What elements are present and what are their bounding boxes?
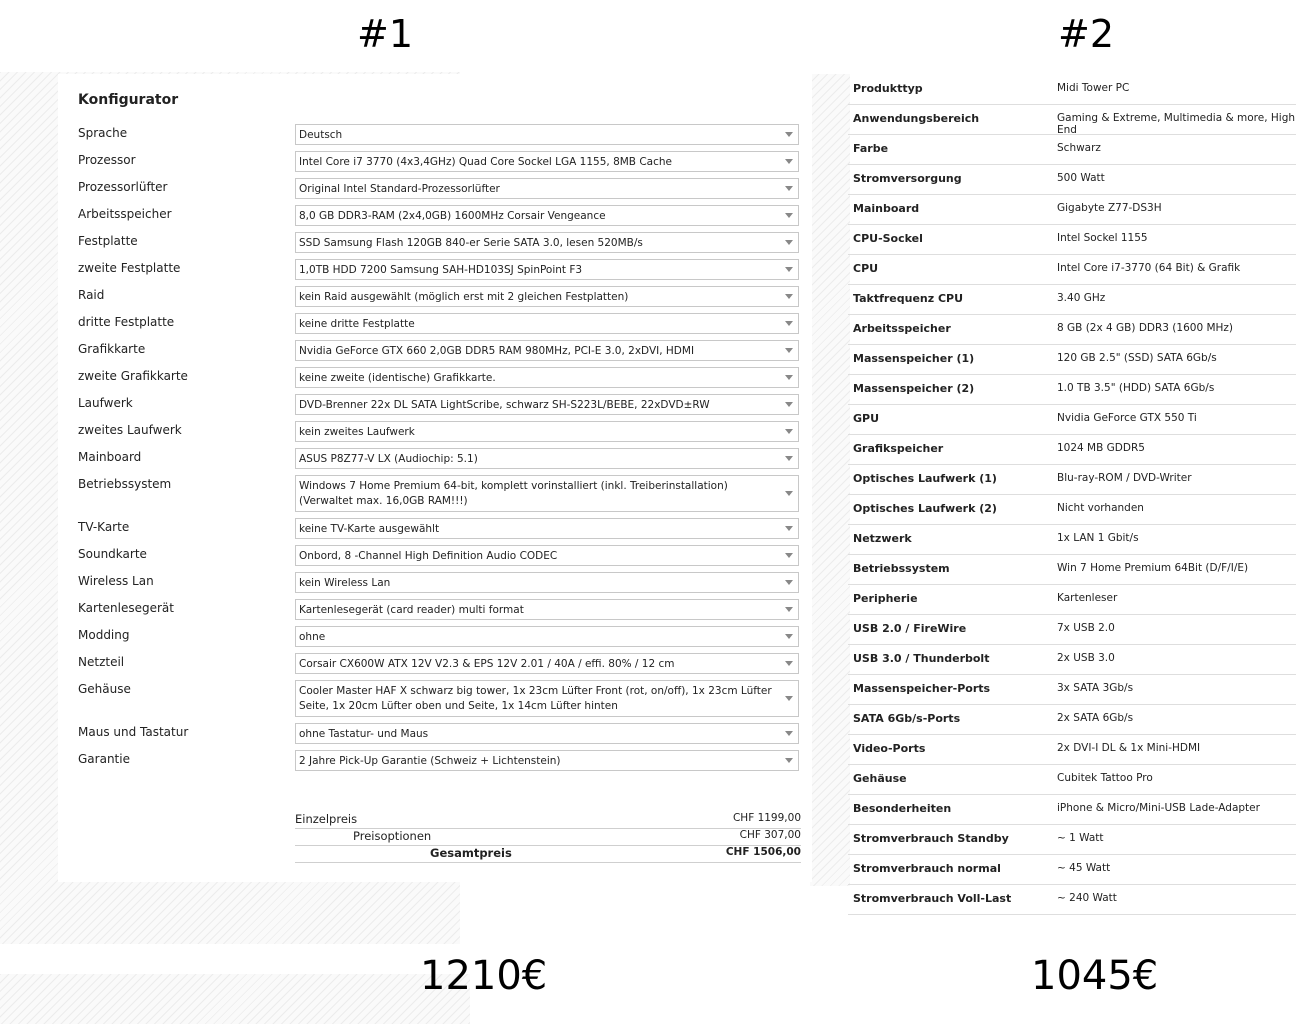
spec-value: 7x USB 2.0: [1057, 622, 1115, 634]
chevron-down-icon[interactable]: [785, 661, 793, 666]
spec-value: 2x DVI-I DL & 1x Mini-HDMI: [1057, 742, 1201, 754]
chevron-down-icon[interactable]: [785, 553, 793, 558]
config-option-select[interactable]: [295, 545, 799, 566]
config-row: [58, 232, 812, 254]
configurator-panel: [58, 74, 812, 882]
config-row: [58, 448, 812, 470]
config-option-select[interactable]: [295, 653, 799, 674]
spec-value: 2x USB 3.0: [1057, 652, 1115, 664]
spec-value: Nicht vorhanden: [1057, 502, 1144, 514]
spec-key: Massenspeicher-Ports: [853, 682, 991, 695]
config-option-select[interactable]: [295, 259, 799, 280]
spec-row: [848, 254, 1296, 285]
spec-value: Cubitek Tattoo Pro: [1057, 772, 1153, 784]
config-option-select[interactable]: [295, 475, 799, 512]
spec-value: ~ 45 Watt: [1057, 862, 1111, 874]
price-label-2: 1045€: [1031, 953, 1159, 999]
config-option-select[interactable]: [295, 448, 799, 469]
chevron-down-icon[interactable]: [785, 375, 793, 380]
config-option-select[interactable]: [295, 394, 799, 415]
config-row-label: Festplatte: [78, 234, 138, 248]
spec-value: ~ 240 Watt: [1057, 892, 1117, 904]
preisoptionen-value: CHF 307,00: [739, 829, 801, 841]
spec-key: CPU-Sockel: [853, 232, 923, 245]
config-option-value: ohne Tastatur- und Maus: [299, 728, 429, 740]
config-option-value: Intel Core i7 3770 (4x3,4GHz) Quad Core Sockel LGA 1155, 8MB Cache: [299, 156, 673, 168]
config-option-select[interactable]: [295, 680, 799, 717]
spec-row: [848, 674, 1296, 705]
config-row: [58, 259, 812, 281]
config-row: [58, 750, 812, 772]
spec-row: [848, 704, 1296, 735]
config-option-select[interactable]: [295, 750, 799, 771]
config-row: [58, 313, 812, 335]
config-option-value: DVD-Brenner 22x DL SATA LightScribe, schwarz SH-S223L/BEBE, 22xDVD±RW: [299, 399, 710, 411]
spec-value: 2x SATA 6Gb/s: [1057, 712, 1134, 724]
config-row-label: Wireless Lan: [78, 574, 154, 588]
spec-key: Stromverbrauch Voll-Last: [853, 892, 1012, 905]
spec-key: Besonderheiten: [853, 802, 952, 815]
config-option-value: kein zweites Laufwerk: [299, 426, 415, 438]
config-row: [58, 124, 812, 146]
config-option-value: kein Raid ausgewählt (möglich erst mit 2 gleichen Festplatten): [299, 291, 629, 303]
config-row: [58, 599, 812, 621]
spec-value: Gigabyte Z77-DS3H: [1057, 202, 1162, 214]
chevron-down-icon[interactable]: [785, 456, 793, 461]
spec-key: SATA 6Gb/s-Ports: [853, 712, 961, 725]
spec-row: [848, 224, 1296, 255]
spec-value: ~ 1 Watt: [1057, 832, 1104, 844]
config-option-value: Original Intel Standard-Prozessorlüfter: [299, 183, 500, 195]
config-option-value: Onbord, 8 -Channel High Definition Audio CODEC: [299, 550, 558, 562]
config-option-value: Deutsch: [299, 129, 343, 141]
config-row-label: Laufwerk: [78, 396, 133, 410]
spec-value: Intel Sockel 1155: [1057, 232, 1148, 244]
spec-key: Anwendungsbereich: [853, 112, 980, 125]
config-option-select[interactable]: [295, 599, 799, 620]
spec-row: [848, 284, 1296, 315]
preisoptionen-label: Preisoptionen: [353, 829, 432, 843]
config-option-select[interactable]: [295, 572, 799, 593]
spec-value: Kartenleser: [1057, 592, 1118, 604]
config-row: [58, 572, 812, 594]
hatch-background-mid: [810, 74, 850, 886]
config-row-label: zweite Festplatte: [78, 261, 181, 275]
chevron-down-icon[interactable]: [785, 607, 793, 612]
spec-value: 1024 MB GDDR5: [1057, 442, 1145, 454]
config-option-select[interactable]: [295, 367, 799, 388]
config-row: [58, 286, 812, 308]
config-row-label: Prozessor: [78, 153, 136, 167]
spec-row: [848, 794, 1296, 825]
spec-value: 1x LAN 1 Gbit/s: [1057, 532, 1139, 544]
spec-row: [848, 584, 1296, 615]
spec-value: Schwarz: [1057, 142, 1101, 154]
spec-value: Gaming & Extreme, Multimedia & more, High End: [1057, 112, 1296, 136]
config-option-value: ASUS P8Z77-V LX (Audiochip: 5.1): [299, 453, 478, 465]
chevron-down-icon[interactable]: [785, 634, 793, 639]
config-option-select[interactable]: [295, 178, 799, 199]
spec-row: [848, 434, 1296, 465]
config-row: [58, 340, 812, 362]
spec-value: 120 GB 2.5" (SSD) SATA 6Gb/s: [1057, 352, 1217, 364]
spec-key: Stromverbrauch Standby: [853, 832, 1009, 845]
spec-key: Massenspeicher (1): [853, 352, 975, 365]
spec-row: [848, 314, 1296, 345]
spec-row: [848, 104, 1296, 135]
config-option-select[interactable]: [295, 723, 799, 744]
config-row-label: Grafikkarte: [78, 342, 146, 356]
config-row: [58, 545, 812, 567]
config-row-label: Kartenlesegerät: [78, 601, 174, 615]
config-row: [58, 518, 812, 540]
spec-key: Arbeitsspeicher: [853, 322, 951, 335]
config-row-label: Netzteil: [78, 655, 125, 669]
chevron-down-icon[interactable]: [785, 580, 793, 585]
spec-key: Produkttyp: [853, 82, 923, 95]
spec-value: Blu-ray-ROM / DVD-Writer: [1057, 472, 1192, 484]
einzelpreis-value: CHF 1199,00: [732, 812, 801, 824]
config-option-select[interactable]: [295, 518, 799, 539]
chevron-down-icon[interactable]: [785, 159, 793, 164]
config-option-value: Kartenlesegerät (card reader) multi format: [299, 604, 524, 616]
config-row: [58, 421, 812, 443]
config-row-label: Raid: [78, 288, 105, 302]
chevron-down-icon[interactable]: [785, 294, 793, 299]
spec-key: USB 2.0 / FireWire: [853, 622, 967, 635]
config-row: [58, 151, 812, 173]
chevron-down-icon[interactable]: [785, 321, 793, 326]
spec-row: [848, 344, 1296, 375]
spec-row: [848, 494, 1296, 525]
config-row-label: Arbeitsspeicher: [78, 207, 172, 221]
chevron-down-icon[interactable]: [785, 758, 793, 763]
config-option-value: ohne: [299, 631, 326, 643]
spec-row: [848, 164, 1296, 195]
gesamtpreis-value: CHF 1506,00: [725, 846, 801, 858]
config-row-label: Garantie: [78, 752, 130, 766]
config-row: [58, 626, 812, 648]
config-row: [58, 723, 812, 745]
config-row-label: Gehäuse: [78, 682, 131, 696]
chevron-down-icon[interactable]: [785, 696, 793, 701]
summary-row-einzelpreis: [295, 812, 801, 829]
spec-key: Peripherie: [853, 592, 918, 605]
config-row-label: zweite Grafikkarte: [78, 369, 188, 383]
config-row-label: Maus und Tastatur: [78, 725, 189, 739]
spec-key: Grafikspeicher: [853, 442, 944, 455]
summary-row-preisoptionen: [295, 829, 801, 846]
config-row: [58, 394, 812, 416]
spec-row: [848, 854, 1296, 885]
spec-value: 3x SATA 3Gb/s: [1057, 682, 1134, 694]
config-option-value: Nvidia GeForce GTX 660 2,0GB DDR5 RAM 980MHz, PCI-E 3.0, 2xDVI, HDMI: [299, 345, 695, 357]
spec-value: Win 7 Home Premium 64Bit (D/F/I/E): [1057, 562, 1249, 574]
config-row: [58, 475, 812, 513]
config-row-label: Modding: [78, 628, 130, 642]
spec-row: [848, 74, 1296, 105]
spec-row: [848, 764, 1296, 795]
spec-key: Massenspeicher (2): [853, 382, 975, 395]
config-row: [58, 178, 812, 200]
spec-row: [848, 194, 1296, 225]
config-option-select[interactable]: [295, 232, 799, 253]
config-option-value: 8,0 GB DDR3-RAM (2x4,0GB) 1600MHz Corsair Vengeance: [299, 210, 606, 222]
config-row-label: dritte Festplatte: [78, 315, 175, 329]
config-row-label: Sprache: [78, 126, 128, 140]
config-option-value: kein Wireless Lan: [299, 577, 391, 589]
spec-row: [848, 554, 1296, 585]
config-option-value: SSD Samsung Flash 120GB 840-er Serie SATA 3.0, lesen 520MB/s: [299, 237, 643, 249]
configurator-title: Konfigurator: [78, 92, 179, 108]
spec-key: Stromversorgung: [853, 172, 962, 185]
chevron-down-icon[interactable]: [785, 526, 793, 531]
spec-key: Netzwerk: [853, 532, 912, 545]
spec-value: 1.0 TB 3.5" (HDD) SATA 6Gb/s: [1057, 382, 1215, 394]
chevron-down-icon[interactable]: [785, 186, 793, 191]
config-option-value: keine TV-Karte ausgewählt: [299, 523, 440, 535]
spec-value: 500 Watt: [1057, 172, 1105, 184]
config-option-value: Corsair CX600W ATX 12V V2.3 & EPS 12V 2.01 / 40A / effi. 80% / 12 cm: [299, 658, 675, 670]
chevron-down-icon[interactable]: [785, 491, 793, 496]
spec-key: Stromverbrauch normal: [853, 862, 1001, 875]
spec-row: [848, 464, 1296, 495]
config-row: [58, 205, 812, 227]
spec-value: 3.40 GHz: [1057, 292, 1106, 304]
summary-row-gesamtpreis: [295, 846, 801, 863]
einzelpreis-label: Einzelpreis: [295, 812, 358, 826]
chevron-down-icon[interactable]: [785, 240, 793, 245]
config-option-select[interactable]: [295, 626, 799, 647]
spec-key: Farbe: [853, 142, 889, 155]
spec-value: iPhone & Micro/Mini-USB Lade-Adapter: [1057, 802, 1260, 814]
config-row-label: Betriebssystem: [78, 477, 172, 491]
chevron-down-icon[interactable]: [785, 731, 793, 736]
spec-key: Taktfrequenz CPU: [853, 292, 964, 305]
config-option-value: 1,0TB HDD 7200 Samsung SAH-HD103SJ SpinPoint F3: [299, 264, 583, 276]
spec-value: Intel Core i7-3770 (64 Bit) & Grafik: [1057, 262, 1241, 274]
config-option-value: keine zweite (identische) Grafikkarte.: [299, 372, 496, 384]
gesamtpreis-label: Gesamtpreis: [430, 846, 512, 860]
spec-row: [848, 134, 1296, 165]
config-option-select[interactable]: [295, 124, 799, 145]
spec-key: USB 3.0 / Thunderbolt: [853, 652, 990, 665]
spec-row: [848, 524, 1296, 555]
config-option-select[interactable]: [295, 286, 799, 307]
spec-key: CPU: [853, 262, 879, 275]
spec-key: Video-Ports: [853, 742, 926, 755]
config-row: [58, 680, 812, 718]
spec-row: [848, 374, 1296, 405]
spec-value: 8 GB (2x 4 GB) DDR3 (1600 MHz): [1057, 322, 1234, 334]
config-option-select[interactable]: [295, 421, 799, 442]
config-row-label: TV-Karte: [78, 520, 130, 534]
spec-row: [848, 884, 1296, 915]
config-row: [58, 367, 812, 389]
config-option-select[interactable]: [295, 151, 799, 172]
spec-row: [848, 644, 1296, 675]
spec-value: Nvidia GeForce GTX 550 Ti: [1057, 412, 1197, 424]
chevron-down-icon[interactable]: [785, 402, 793, 407]
config-row-label: Mainboard: [78, 450, 142, 464]
chevron-down-icon[interactable]: [785, 132, 793, 137]
spec-key: Betriebssystem: [853, 562, 950, 575]
spec-key: GPU: [853, 412, 880, 425]
config-row-label: zweites Laufwerk: [78, 423, 182, 437]
comparison-heading-1: #1: [357, 12, 414, 56]
price-label-1: 1210€: [420, 953, 548, 999]
config-option-select[interactable]: [295, 313, 799, 334]
config-option-select[interactable]: [295, 340, 799, 361]
config-option-select[interactable]: [295, 205, 799, 226]
chevron-down-icon[interactable]: [785, 348, 793, 353]
chevron-down-icon[interactable]: [785, 429, 793, 434]
config-option-value: Cooler Master HAF X schwarz big tower, 1x 23cm Lüfter Front (rot, on/off), 1x 23cm Lüfter Seite, 1x 20cm Lüfter oben und Seite, 1x 14cm Lüfter hinten: [299, 685, 772, 712]
comparison-heading-2: #2: [1058, 12, 1115, 56]
spec-value: Midi Tower PC: [1057, 82, 1130, 94]
config-option-value: 2 Jahre Pick-Up Garantie (Schweiz + Lichtenstein): [299, 755, 561, 767]
spec-key: Optisches Laufwerk (2): [853, 502, 997, 515]
config-option-value: Windows 7 Home Premium 64-bit, komplett vorinstalliert (inkl. Treiberinstallation) (Verwaltet max. 16,0GB RAM!!!): [299, 480, 728, 507]
spec-row: [848, 734, 1296, 765]
spec-key: Optisches Laufwerk (1): [853, 472, 997, 485]
chevron-down-icon[interactable]: [785, 267, 793, 272]
config-row-label: Prozessorlüfter: [78, 180, 168, 194]
spec-key: Mainboard: [853, 202, 920, 215]
spec-row: [848, 824, 1296, 855]
spec-row: [848, 614, 1296, 645]
config-option-value: keine dritte Festplatte: [299, 318, 415, 330]
hatch-background-bottom: [0, 974, 470, 1024]
chevron-down-icon[interactable]: [785, 213, 793, 218]
config-row: [58, 653, 812, 675]
spec-key: Gehäuse: [853, 772, 907, 785]
spec-row: [848, 404, 1296, 435]
config-row-label: Soundkarte: [78, 547, 147, 561]
